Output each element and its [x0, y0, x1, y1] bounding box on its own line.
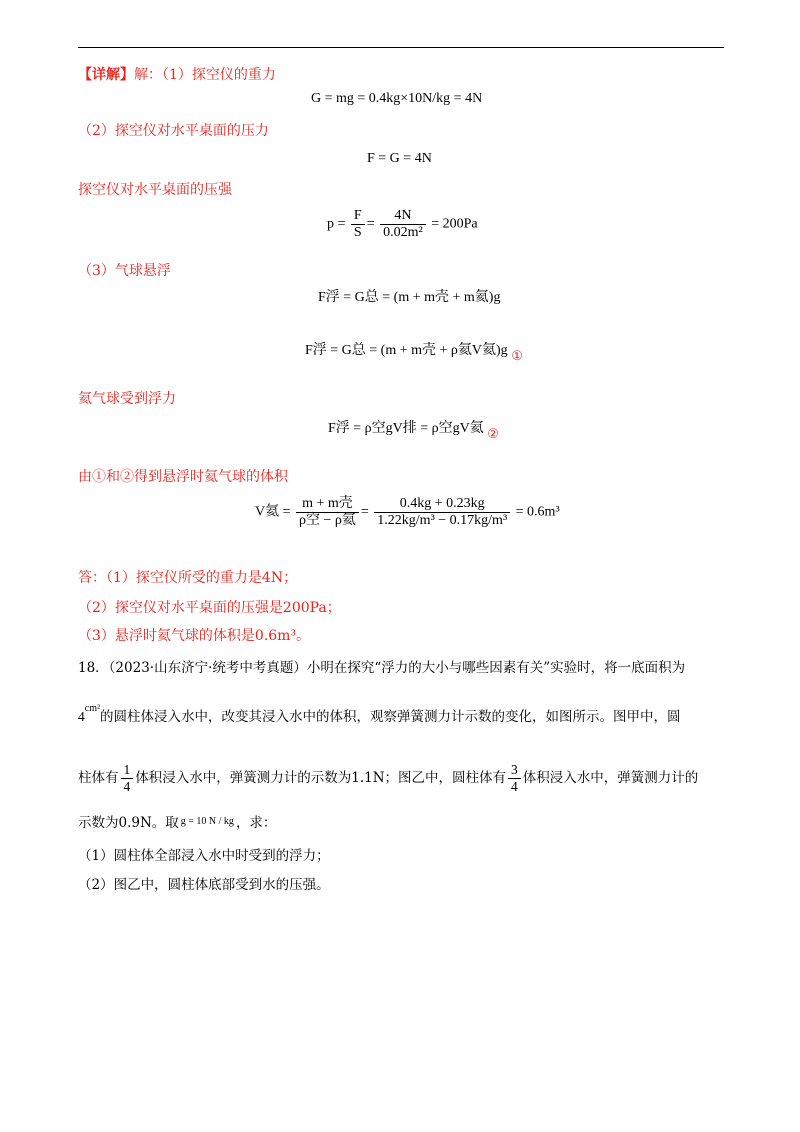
eq3-lhs: p =: [327, 216, 346, 232]
problem-line-2-rest: 的圆柱体浸入水中，改变其浸入水中的体积，观察弹簧测力计示数的变化，如图所示。图甲中，圆: [99, 709, 681, 725]
detail-intro: 解：（1）探空仪的重力: [134, 67, 276, 83]
eq3-f2-num: 4N: [380, 208, 426, 225]
area-value: 4: [78, 709, 85, 724]
eq7-fraction-2: [374, 496, 510, 529]
eq3-fraction-2: [380, 208, 426, 241]
problem-line-2: [78, 703, 681, 728]
problem-line-1: 18．（2023·山东济宁·统考中考真题）小明在探究“浮力的大小与哪些因素有关”实验时，将一底面积为: [78, 660, 686, 676]
eq7-lhs: V氦 =: [255, 504, 291, 520]
problem-line-3: [78, 760, 698, 796]
equation-buoyancy: [328, 419, 499, 441]
step-3c-label: 由①和②得到悬浮时氦气球的体积: [78, 469, 288, 485]
eq3-f1-den: S: [353, 225, 362, 240]
answer-line-3: （3）悬浮时氦气球的体积是0.6m³。: [78, 628, 311, 644]
step-3-label: （3）气球悬浮: [78, 263, 171, 279]
fraction-one-quarter: [121, 762, 134, 795]
eq5-text: F浮 = G总 = (m + m壳 + ρ氦V氦)g: [305, 343, 508, 358]
eq7-f2-num: 0.4kg + 0.23kg: [374, 496, 510, 513]
eq6-text: F浮 = ρ空gV排 = ρ空gV氦: [328, 421, 484, 436]
eq7-f2-den: 1.22kg/m³ − 0.17kg/m³: [377, 513, 508, 528]
frac2-den: 4: [511, 779, 518, 794]
eq3-fraction-1: [351, 208, 365, 241]
gravity-constant: g = 10 N / kg: [180, 816, 234, 827]
equation-pressure-force: F = G = 4N: [367, 151, 432, 166]
equation-balance-1: F浮 = G总 = (m + m壳 + m氦)g: [318, 290, 501, 305]
question-1: （1）圆柱体全部浸入水中时受到的浮力；: [78, 848, 330, 864]
equation-volume: V氦 = $\frac{\text{m + m壳}}{\text{ρ空 − ρ氦}}$ = $\frac{0.4kg + 0.23kg}{\text{1.22kg/m³ − 0.17kg/m³}}$ = 0.6m³: [255, 496, 560, 528]
frac1-den: 4: [123, 779, 131, 794]
step-2b-label: 探空仪对水平桌面的压强: [78, 182, 232, 198]
frac2-num: 3: [508, 762, 521, 779]
header-rule: [78, 47, 724, 48]
circle-marker-2: ②: [487, 426, 499, 441]
question-2: （2）图乙中，圆柱体底部受到水的压强。: [78, 877, 330, 893]
step-3b-label: 氦气球受到浮力: [78, 391, 176, 407]
equation-balance-2: [305, 341, 523, 363]
fraction-three-quarters: [508, 762, 521, 795]
step-2-label: （2）探空仪对水平桌面的压力: [78, 123, 269, 139]
eq3-rhs: = 200Pa: [431, 216, 478, 232]
line3-c: 体积浸入水中，弹簧测力计的: [522, 770, 699, 786]
line3-a: 柱体有: [78, 770, 119, 786]
area-unit: cm²: [84, 703, 100, 714]
answer-line-2: （2）探空仪对水平桌面的压强是200Pa；: [78, 600, 341, 616]
detail-intro-line: [78, 66, 276, 84]
line3-b: 体积浸入水中，弹簧测力计的示数为1.1N；图乙中，圆柱体有: [135, 770, 507, 786]
eq3-f2-den: 0.02m²: [383, 225, 423, 240]
eq7-fraction-1: [296, 496, 359, 529]
line4-a: 示数为0.9N。取: [78, 815, 179, 831]
line4-b: ，求：: [235, 815, 277, 831]
frac1-num: 1: [121, 762, 134, 779]
eq3-f1-num: F: [351, 208, 365, 225]
answer-line-1: 答：（1）探空仪所受的重力是4N；: [78, 570, 298, 586]
detail-tag: 【详解】: [78, 67, 134, 83]
problem-line-4: [78, 814, 276, 834]
circle-marker-1: ①: [511, 348, 523, 363]
equation-gravity: G = mg = 0.4kg×10N/kg = 4N: [311, 91, 483, 106]
eq7-rhs: = 0.6m³: [515, 504, 560, 520]
eq7-f1-den: ρ空 − ρ氦: [299, 513, 356, 528]
eq7-f1-num: m + m壳: [296, 496, 359, 513]
equation-pressure: p = $\frac{F}{S}$ = $\frac{4N}{\text{0.02m²}}$ = 200Pa: [327, 208, 478, 240]
